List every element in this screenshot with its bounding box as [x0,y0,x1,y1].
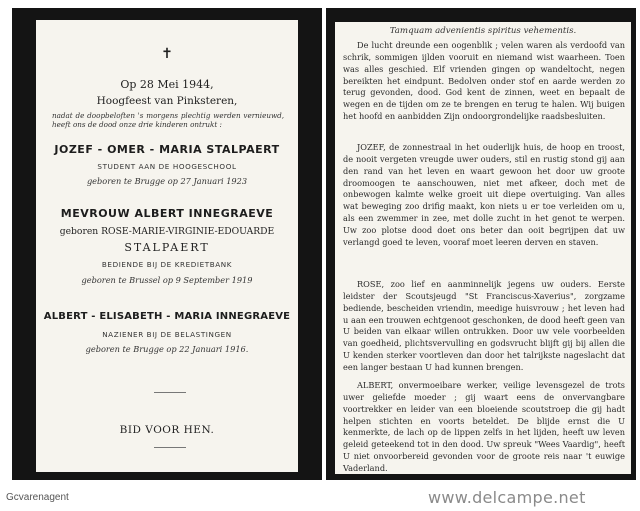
paragraph-intro: De lucht dreunde een oogenblik ; velen waren als verdoofd van schrik, sommigen ijlden vooruit en niemand wist waarheen. Toen was alles geschied. Elf vrienden gingen op wandeltocht, negen bereikten het eindpunt. Bedolven onder stof en aarde werden zo terug gevonden, dood. God kent de zinnen, weet en bepaalt de wegen en de tijden om ze te brengen en terug te halen. Wij buigen het hoofd en aanbidden Zijn ondoorgrondelijke raadsbesluiten. [343,40,625,122]
person1-occupation: STUDENT AAN DE HOOGESCHOOL [97,162,237,171]
feast-line: Hoogfeest van Pinksteren, [96,95,238,107]
person2-birth-line: geboren ROSE-MARIE-VIRGINIE-EDOUARDE [59,226,275,237]
divider-bottom [154,447,186,448]
person1-name: JOZEF - OMER - MARIA STALPAERT [54,143,280,156]
left-paper [36,20,298,472]
seller-watermark: Gcvarenagent [6,492,69,503]
cross-icon: ✝ [161,46,173,62]
person2-occupation: BEDIENDE BIJ DE KREDIETBANK [101,260,233,269]
right-page [326,8,636,480]
person2-surname: STALPAERT [124,241,210,254]
paragraph-rose: ROSE, zoo lief en aanminnelijk jegens uw ouders. Eerste leidster der Scoutsjeugd "St Franciscus-Xaverius", zorgzame bediende, bescheiden vriendin, meedige huisvrouw ; het leven had u aan een trouwen echtgenoot geschonken, de dood heeft geen van U beiden van elkaar willen ontrukken. Door uw vele voorbeelden van goedheid, plichtsvervulling en godsvrucht blijft gij bij allen die U kenden sterker voortleven dan door het talrijkste nageslacht dat een langer bestaan U had kunnen brengen. [343,279,625,372]
date-line: Op 28 Mei 1944, [120,78,214,91]
person2-name: MEVROUW ALBERT INNEGRAEVE [60,207,274,220]
left-page [12,8,322,480]
person3-occupation: NAZIENER BIJ DE BELASTINGEN [102,330,232,339]
closing-prayer: BID VOOR HEN. [119,424,215,436]
person3-name: ALBERT - ELISABETH - MARIA INNEGRAEVE [43,311,291,322]
paragraph-albert: ALBERT, onvermoeibare werker, veilige levensgezel de trots uwer geliefde moeder ; gij waart eens de onvervangbare voortrekker en leider van een bloeiende scoutstroep die gij hadt helpen stichten en voorts beteldet. De blijde ernst die U kenmerkte, de lach op de lippen zelfs in het lijden, heeft uw leven geleid geteekend tot in den dood. Uw spreuk "Wees Vaardig", heeft U niet onvoorbereid gevonden voor de groote reis naar 't euwige Vaderland. [343,380,625,473]
right-paper [335,22,631,474]
person3-born: geboren te Brugge op 22 Januari 1916. [85,344,249,354]
divider-top [154,392,186,393]
person1-born: geboren te Brugge op 27 Januari 1923 [86,176,248,186]
paragraph-jozef: JOZEF, de zonnestraal in het ouderlijk huis, de hoop en troost, de nooit vergeten vreugde uwer ouders, stil en rustig stond gij aan den rand van het leven en waart gewoon het door uw groote droomoogen te aanschouwen, niet met afkeer, doch met de onbewogen kalmte welke groeit uit diepe overtuiging. Van alles wat beweging zoo drifig maakt, kon niets u er toe verleiden om u, als een zwemmer in zee, met dolle zucht in het genot te werpen. Uw zoo plotse dood doet ons beter dan ooit begrijpen dat uw verlangd goed te leven, vooraf moet leeren derven en staven. [343,142,625,247]
site-watermark: www.delcampe.net [428,488,586,507]
person2-born: geboren te Brussel op 9 September 1919 [81,275,253,285]
intro-text: nadat de doopbeloften 's morgens plechtig werden vernieuwd, heeft ons de dood onze drie kinderen ontrukt : [52,111,284,130]
motto: Tamquam advenientis spiritus vehementis. [389,26,577,36]
